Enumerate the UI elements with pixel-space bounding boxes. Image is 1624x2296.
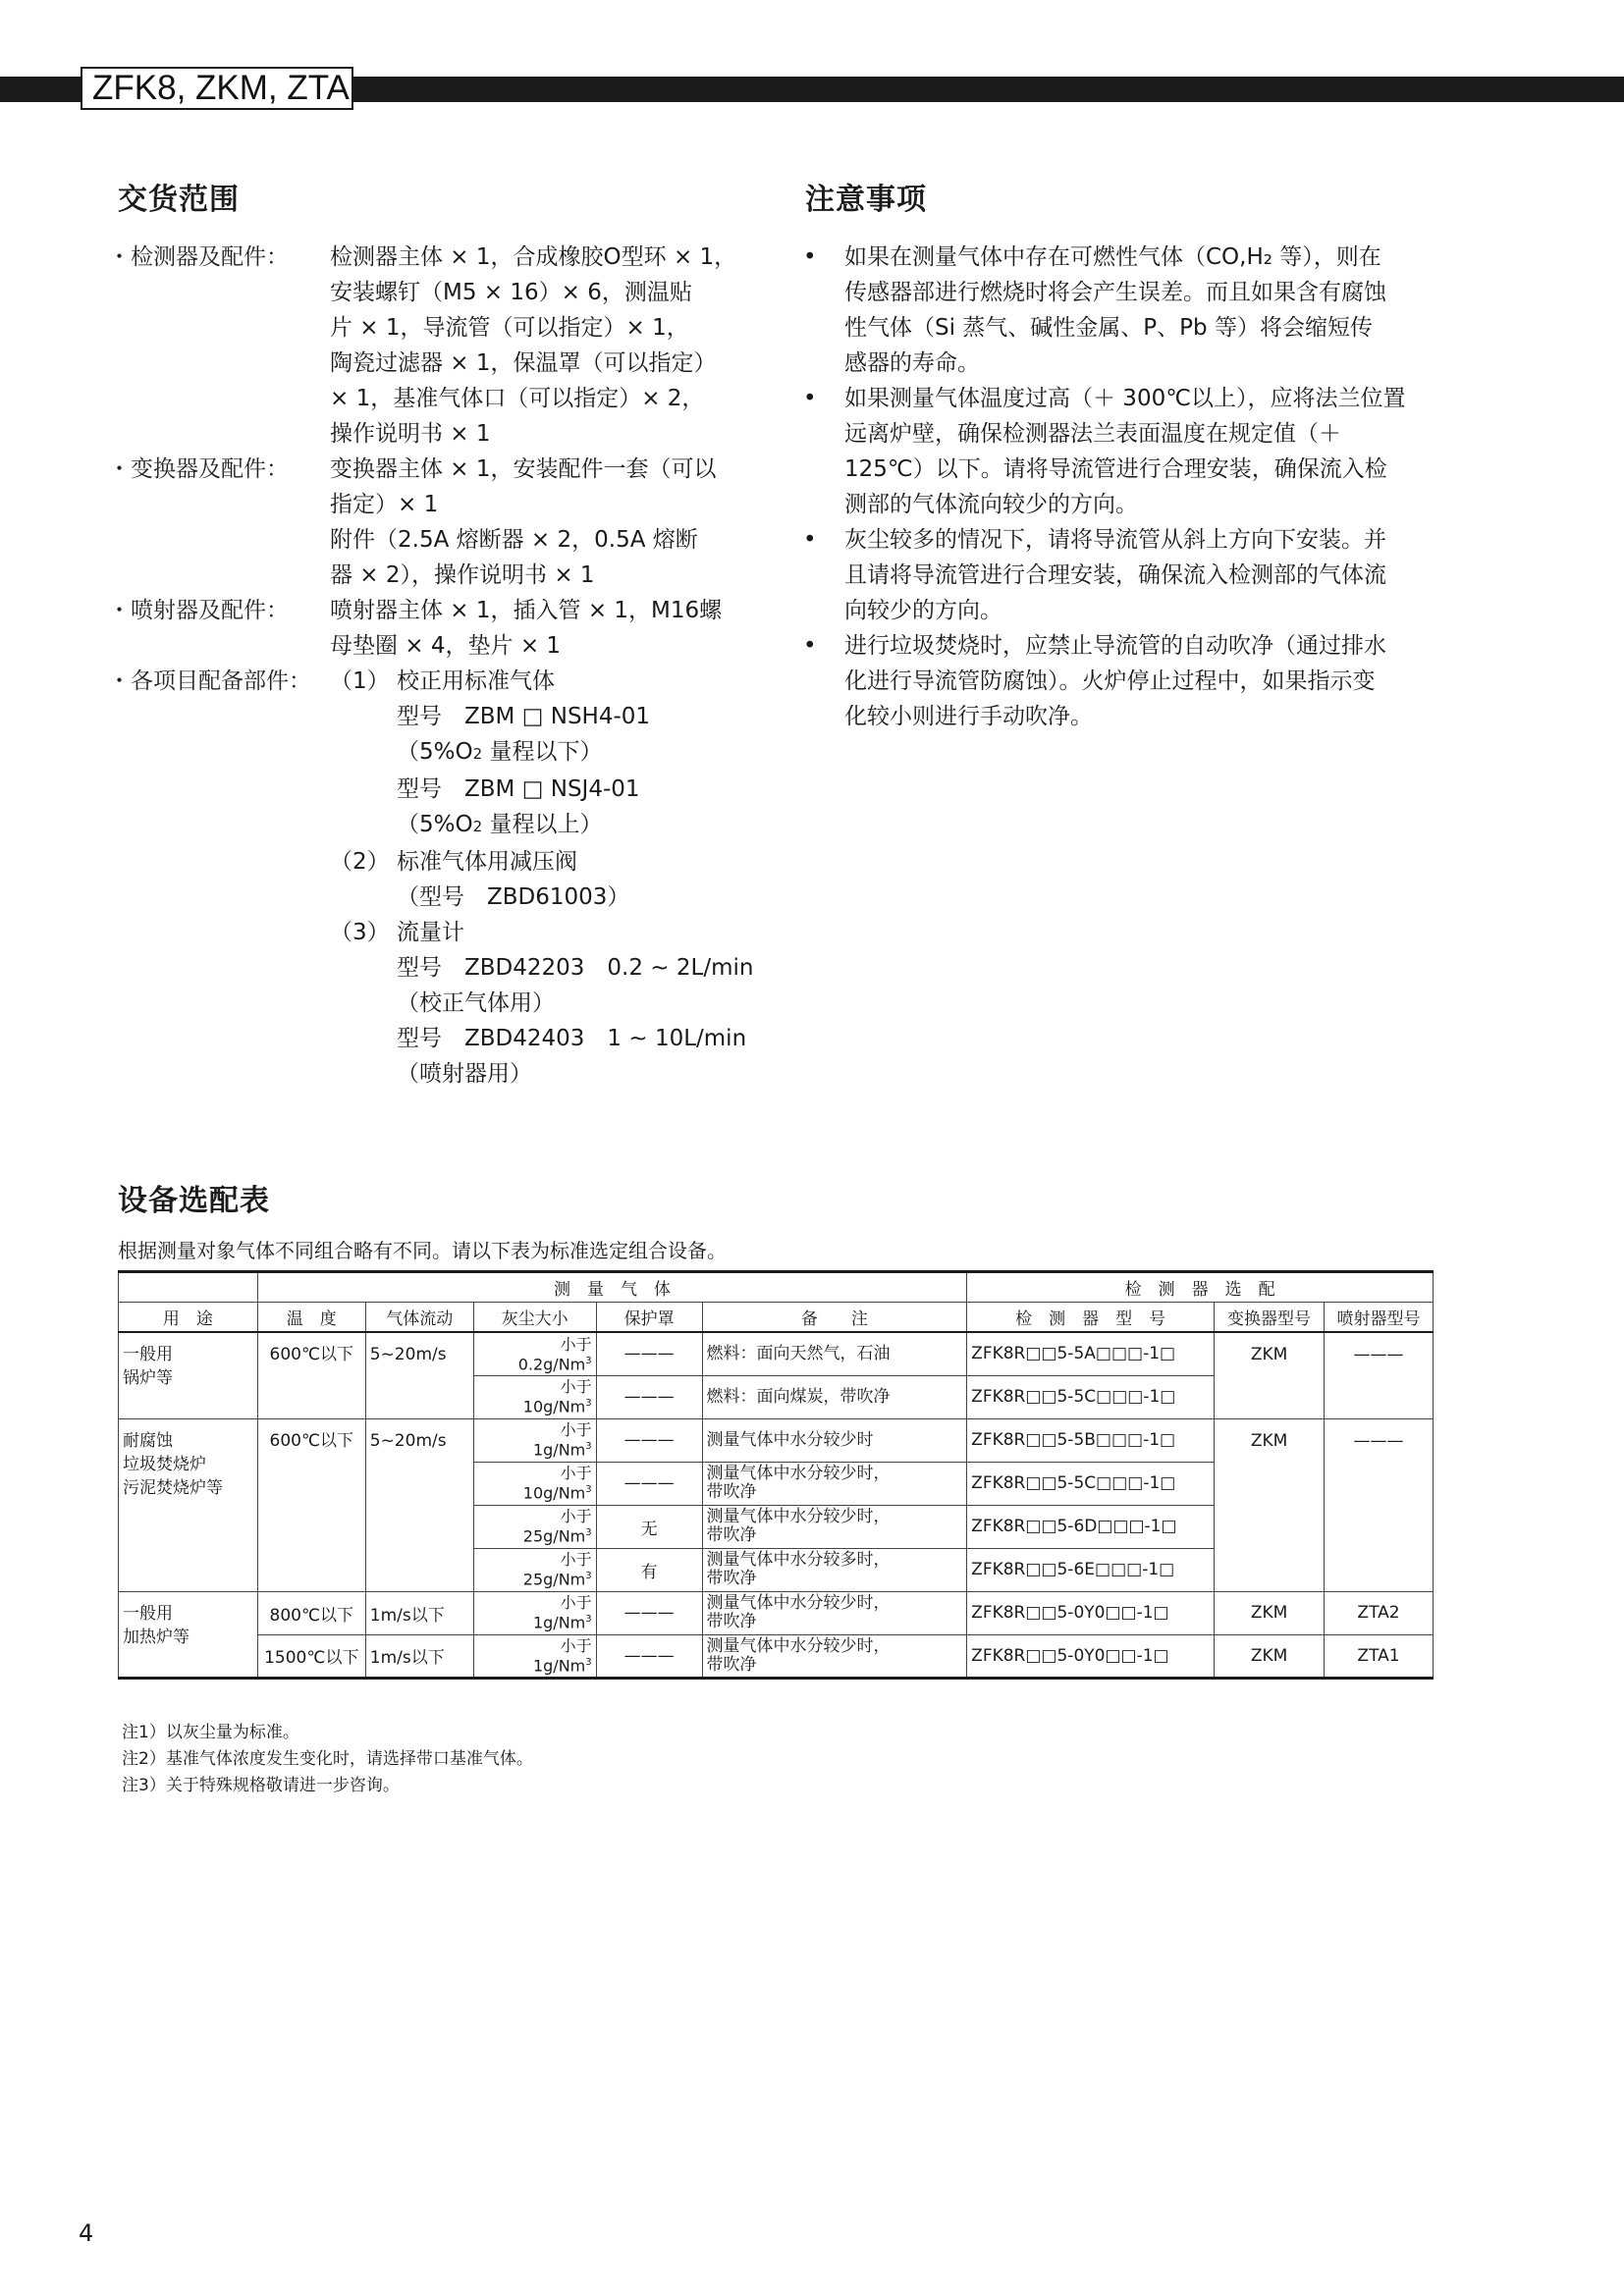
dust-unit-sup: 3 [585,1355,592,1366]
delivery-line: 器 × 2），操作说明书 × 1 [330,562,595,588]
column-header: 用 途 [119,1303,258,1333]
delivery-line: 检测器主体 × 1，合成橡胶O型环 × 1， [330,244,737,270]
notes-list [797,240,1435,734]
range-post: 量程以上） [482,812,603,837]
dust-unit-sup: 3 [585,1441,592,1453]
dust-value [478,1353,592,1372]
cover-cell: ——— [596,1634,702,1678]
selection-intro: 根据测量对象气体不同组合略有不同。请以下表为标准选定组合设备。 [118,1239,727,1262]
remark-line: 测量气体中水分较少时， [706,1635,891,1656]
delivery-options [108,664,754,1092]
dust-unit: g/Nm [543,1354,586,1373]
cover-cell: 无 [596,1505,702,1548]
dust-prefix: 小于 [560,1550,592,1570]
dust-prefix: 小于 [560,1635,592,1655]
option-number: （1） [330,668,390,694]
gas-flow-cell: 1m/s以下 [365,1634,473,1678]
dust-unit: g/Nm [543,1397,586,1416]
column-header: 气体流动 [365,1303,473,1333]
dust-cell [473,1548,596,1591]
notes-title: 注意事项 [805,183,927,217]
dust-value [478,1481,592,1501]
delivery-line: 操作说明书 × 1 [330,421,491,447]
column-header: 检 测 器 型 号 [967,1303,1215,1333]
note-line: 感器的寿命。 [844,350,980,376]
note-line: 性气体（Si 蒸气、碱性金属、P、Pb 等）将会缩短传 [844,315,1373,341]
dust-number: 10 [522,1397,544,1416]
option-number: （3） [330,920,390,945]
option-number: （2） [330,849,390,875]
remark-cell [702,1375,967,1418]
detector-model-cell: ZFK8R□□5-0Y0□□-1□ [967,1634,1215,1678]
dust-number: 25 [522,1526,544,1546]
header-blank [119,1272,258,1303]
use-line: 加热炉等 [123,1627,189,1647]
selection-table [118,1270,1434,1680]
dust-unit-sup: 3 [585,1656,592,1668]
remark-line: 测量气体中水分较少时 [706,1429,874,1450]
remark-line: 带吹净 [706,1569,757,1588]
converter-cell: ZKM [1215,1332,1325,1418]
injector-cell: ——— [1325,1332,1434,1418]
use-line: 垃圾焚烧炉 [123,1454,206,1474]
option-name: 标准气体用减压阀 [389,849,577,875]
dust-prefix: 小于 [560,1464,592,1483]
delivery-title: 交货范围 [118,183,240,217]
cover-cell: ——— [596,1332,702,1375]
delivery-group [108,593,746,664]
flowmeter-model: 型号 ZBD42403 1 ~ 10L/min [397,1026,747,1051]
range-post: 量程以下） [482,739,603,765]
note-line: 125℃）以下。请将导流管进行合理安装，确保流入检 [844,456,1387,482]
dust-cell [473,1375,596,1418]
column-header: 保护罩 [596,1303,702,1333]
delivery-line: 片 × 1，导流管（可以指定）× 1， [330,315,689,341]
dust-cell [473,1634,596,1678]
detector-model-cell: ZFK8R□□5-6D□□□-1□ [967,1505,1215,1548]
option-model: 型号 ZBM □ NSJ4-01 [397,776,640,802]
dust-prefix: 小于 [560,1420,592,1440]
use-line: 一般用 [123,1603,173,1624]
temperature-cell: 1500℃以下 [257,1634,365,1678]
footnote: 注1）以灰尘量为标准。 [122,1723,299,1742]
delivery-group-lines [330,452,746,593]
note-bullet: • [803,386,817,411]
note-line: 向较少的方向。 [844,598,1002,623]
dust-value [478,1611,592,1630]
dust-unit-sup: 3 [585,1398,592,1410]
cover-cell: ——— [596,1418,702,1462]
delivery-line: 安装螺钉（M5 × 16）× 6，测温贴 [330,280,692,305]
option-name: 流量计 [389,920,464,945]
cover-cell: ——— [596,1375,702,1418]
column-header: 温 度 [257,1303,365,1333]
column-header: 变换器型号 [1215,1303,1325,1333]
note-item [797,522,1435,628]
dust-cell [473,1332,596,1375]
note-line: 测部的气体流向较少的方向。 [844,492,1138,517]
injector-cell: ——— [1325,1418,1434,1591]
option-model: 型号 ZBM □ NSH4-01 [397,704,651,729]
remark-line: 测量气体中水分较少时， [706,1464,891,1483]
remark-cell [702,1505,967,1548]
delivery-line: 陶瓷过滤器 × 1，保温罩（可以指定） [330,350,717,376]
dust-prefix: 小于 [560,1334,592,1354]
table-row [119,1332,1434,1375]
note-bullet: • [803,527,817,553]
dust-cell [473,1418,596,1462]
note-item [797,381,1435,522]
range-sub: 2 [472,745,483,763]
note-line: 化进行导流管防腐蚀）。火炉停止过程中，如果指示变 [844,668,1376,694]
gas-flow-cell: 5~20m/s [365,1418,473,1591]
option-range [330,734,753,772]
dust-unit: g/Nm [543,1570,586,1589]
detector-model-cell: ZFK8R□□5-6E□□□-1□ [967,1548,1215,1591]
remark-cell [702,1591,967,1634]
remark-cell [702,1634,967,1678]
dust-prefix: 小于 [560,1507,592,1526]
use-line: 污泥焚烧炉等 [123,1477,223,1498]
remark-line: 燃料：面向煤炭，带吹净 [706,1386,891,1407]
delivery-group [108,240,746,452]
note-bullet: • [803,633,817,659]
delivery-group [108,452,746,593]
cover-cell: ——— [596,1462,702,1505]
page-number: 4 [79,2219,94,2247]
dust-number: 10 [522,1483,544,1503]
remark-line: 测量气体中水分较多时， [706,1550,891,1570]
note-line: 化较小则进行手动吹净。 [844,704,1093,729]
option-range [330,807,753,844]
delivery-options-key: ・各项目配备部件： [108,668,311,694]
dust-number: 1 [532,1656,544,1676]
converter-cell: ZKM [1215,1634,1325,1678]
header-detector-selection: 检 测 器 选 配 [967,1272,1434,1303]
dust-cell [473,1591,596,1634]
header-title: ZFK8, ZKM, ZTA [81,67,353,110]
option-heading [330,915,753,950]
note-line: 且请将导流管进行合理安装，确保流入检测部的气体流 [844,562,1386,588]
note-item [797,628,1435,734]
use-line: 耐腐蚀 [123,1430,173,1451]
footnote: 注3）关于特殊规格敬请进一步咨询。 [122,1776,400,1795]
delivery-line: 指定）× 1 [330,492,439,517]
remark-line: 测量气体中水分较少时， [706,1507,891,1526]
delivery-group-key: ・检测器及配件： [108,244,289,270]
detector-model-cell: ZFK8R□□5-5C□□□-1□ [967,1462,1215,1505]
delivery-options-lines [330,664,753,1092]
gas-flow-cell: 1m/s以下 [365,1591,473,1634]
dust-unit-sup: 3 [585,1571,592,1582]
delivery-group-lines [330,240,746,452]
temperature-cell: 600℃以下 [257,1332,365,1418]
remark-line: 带吹净 [706,1482,757,1502]
delivery-line: × 1，基准气体口（可以指定）× 2， [330,386,705,411]
dust-value [478,1438,592,1458]
delivery-scope [108,240,754,1092]
remark-cell [702,1418,967,1462]
detector-model-cell: ZFK8R□□5-5A□□□-1□ [967,1332,1215,1375]
dust-value [478,1568,592,1587]
dust-number: 25 [522,1570,544,1589]
dust-unit-sup: 3 [585,1614,592,1626]
injector-cell: ZTA2 [1325,1591,1434,1634]
dust-prefix: 小于 [560,1593,592,1613]
note-text [844,628,1386,734]
dust-number: 1 [532,1613,544,1632]
converter-cell: ZKM [1215,1418,1325,1591]
footnote: 注2）基准气体浓度发生变化时，请选择带口基准气体。 [122,1749,533,1769]
note-line: 远离炉壁，确保检测器法兰表面温度在规定值（＋ [844,421,1341,447]
dust-value [478,1524,592,1544]
column-header: 备 注 [702,1303,967,1333]
column-header: 灰尘大小 [473,1303,596,1333]
detector-model-cell: ZFK8R□□5-5C□□□-1□ [967,1375,1215,1418]
selection-title: 设备选配表 [118,1184,270,1218]
delivery-line: 喷射器主体 × 1，插入管 × 1，M16螺 [330,598,723,623]
note-item [797,240,1435,381]
dust-unit-sup: 3 [585,1484,592,1496]
dust-value [478,1654,592,1674]
injector-cell: ZTA1 [1325,1634,1434,1678]
note-bullet: • [803,244,817,270]
table-row [119,1634,1434,1678]
remark-cell [702,1462,967,1505]
remark-line: 测量气体中水分较少时， [706,1593,891,1613]
cover-cell: ——— [596,1591,702,1634]
dust-unit: g/Nm [543,1483,586,1503]
delivery-line: 变换器主体 × 1，安装配件一套（可以 [330,456,717,482]
option-line: （型号 ZBD61003） [397,884,630,910]
gas-flow-cell: 5~20m/s [365,1332,473,1418]
note-line: 进行垃圾焚烧时，应禁止导流管的自动吹净（通过排水 [844,633,1386,659]
flowmeter-model: 型号 ZBD42203 0.2 ~ 2L/min [397,955,754,981]
use-cell [119,1591,258,1678]
temperature-cell: 800℃以下 [257,1591,365,1634]
cover-cell: 有 [596,1548,702,1591]
note-line: 传感器部进行燃烧时将会产生误差。而且如果含有腐蚀 [844,280,1386,305]
dust-number: 1 [532,1440,544,1460]
note-line: 如果测量气体温度过高（＋ 300℃以上），应将法兰位置 [844,386,1406,411]
use-cell [119,1418,258,1591]
option-heading [330,664,753,699]
remark-cell [702,1548,967,1591]
detector-model-cell: ZFK8R□□5-0Y0□□-1□ [967,1591,1215,1634]
delivery-group-lines [330,593,746,664]
header-measure-gas: 测 量 气 体 [257,1272,966,1303]
footnotes [122,1720,533,1799]
dust-cell [473,1505,596,1548]
remark-cell [702,1332,967,1375]
range-pre: （5%O [397,812,473,837]
dust-unit: g/Nm [543,1656,586,1676]
note-line: 灰尘较多的情况下，请将导流管从斜上方向下安装。并 [844,527,1386,553]
dust-prefix: 小于 [560,1377,592,1397]
range-sub: 2 [472,818,483,835]
dust-cell [473,1462,596,1505]
dust-unit-sup: 3 [585,1527,592,1539]
detector-model-cell: ZFK8R□□5-5B□□□-1□ [967,1418,1215,1462]
range-pre: （5%O [397,739,473,765]
note-text [844,381,1406,522]
remark-line: 带吹净 [706,1612,757,1631]
dust-unit: g/Nm [543,1440,586,1460]
delivery-line: 母垫圈 × 4，垫片 × 1 [330,633,562,659]
remark-line: 带吹净 [706,1525,757,1545]
column-header: 喷射器型号 [1325,1303,1434,1333]
note-line: 如果在测量气体中存在可燃性气体（CO,H₂ 等），则在 [844,244,1381,270]
converter-cell: ZKM [1215,1591,1325,1634]
flowmeter-use: （校正气体用） [397,990,555,1016]
dust-unit: g/Nm [543,1526,586,1546]
table-row [119,1418,1434,1462]
dust-unit: g/Nm [543,1613,586,1632]
option-heading [330,844,753,880]
delivery-group-key: ・变换器及配件： [108,456,289,482]
delivery-group-key: ・喷射器及配件： [108,598,289,623]
note-text [844,240,1386,381]
dust-number: 0.2 [517,1354,544,1373]
flowmeter-use: （喷射器用） [397,1061,532,1087]
use-cell [119,1332,258,1418]
table-row [119,1591,1434,1634]
note-text [844,522,1386,628]
dust-value [478,1395,592,1415]
temperature-cell: 600℃以下 [257,1418,365,1591]
delivery-line: 附件（2.5A 熔断器 × 2，0.5A 熔断 [330,527,698,553]
use-line: 锅炉等 [123,1368,173,1388]
use-line: 一般用 [123,1345,173,1364]
remark-line: 燃料：面向天然气，石油 [706,1343,891,1363]
remark-line: 带吹净 [706,1654,757,1675]
option-name: 校正用标准气体 [389,668,555,694]
